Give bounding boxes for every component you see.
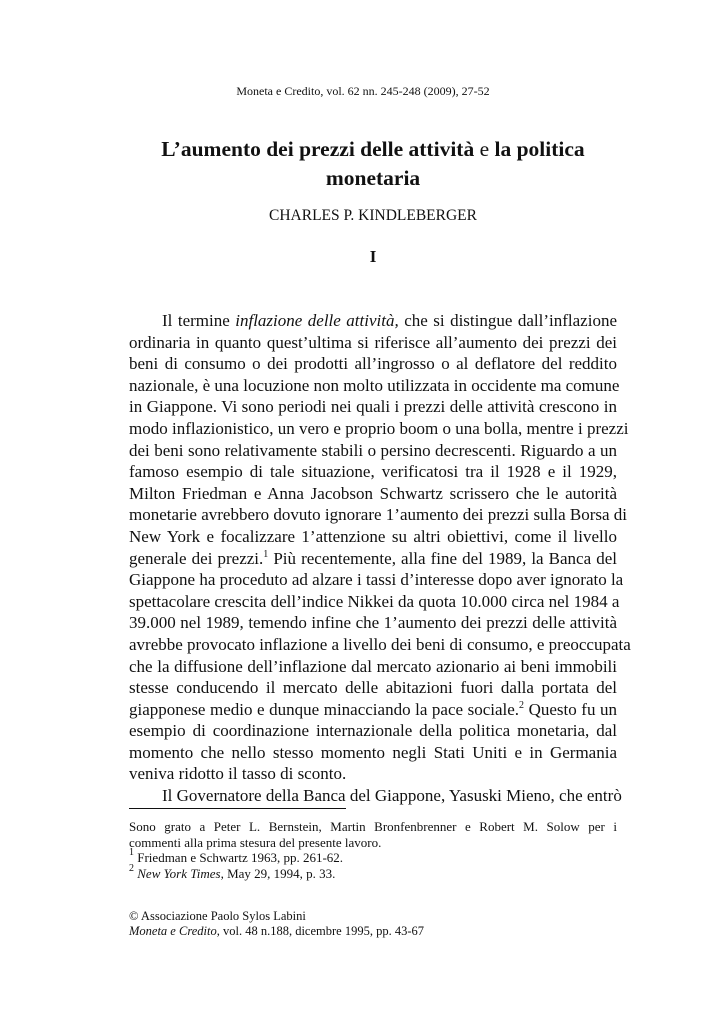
original-source: Moneta e Credito, vol. 48 n.188, dicembre 1995, pp. 43-67 (129, 924, 424, 938)
body-line: in Giappone. Vi sono periodi nei quali i prezzi delle attività crescono in (129, 397, 617, 417)
title-connector: e (479, 137, 490, 161)
body-line: veniva ridotto il tasso di sconto. (129, 764, 347, 784)
body-line: Il termine inflazione delle attività, che si distingue dall’inflazione (162, 311, 617, 330)
body-paragraph-1 (129, 310, 631, 807)
body-line: spettacolare crescita dell’indice Nikkei da quota 10.000 circa nel 1984 a (129, 591, 620, 611)
body-line: famoso esempio di tale situazione, verificatosi tra il 1928 e il 1929, (129, 462, 617, 482)
body-line: dei beni sono relativamente stabili o persino decrescenti. Riguardo a un (129, 440, 617, 460)
copyright-holder: © Associazione Paolo Sylos Labini (129, 909, 306, 923)
running-head: Moneta e Credito, vol. 62 nn. 245-248 (2009), 27-52 (236, 84, 490, 98)
body-line: monetarie avrebbero dovuto ignorare 1’aumento dei prezzi sulla Borsa di (129, 505, 628, 525)
body-line: esempio di coordinazione internazionale della politica monetaria, dal (129, 721, 617, 741)
body-line: generale dei prezzi.$^1$ Più recentemente, alla fine del 1989, la Banca del (129, 548, 617, 568)
section-number: I (369, 247, 377, 266)
body-line: Giappone ha proceduto ad alzare i tassi d’interesse dopo aver ignorato la (129, 570, 624, 590)
footnote-divider (129, 808, 346, 809)
copyright-notice (129, 909, 617, 939)
body-line: 39.000 nel 1989, temendo infine che 1’aumento dei prezzi delle attività (129, 613, 617, 633)
body-line: beni di consumo o dei prodotti all’ingrosso o al deflatore del reddito (129, 354, 617, 374)
title-part: L’aumento dei prezzi delle attività (161, 137, 475, 161)
footnotes (129, 819, 617, 881)
italic-term: inflazione delle attività, (235, 311, 399, 330)
body-line: ordinaria in quanto quest’ultima si riferisce all’aumento dei prezzi dei (129, 332, 617, 352)
title-line-1 (80, 135, 666, 164)
body-line: stesse conducendo il mercato delle abitazioni fuori dalla portata del (129, 678, 617, 698)
footnote-ref-2[interactable]: 2 (519, 699, 525, 711)
author-name: CHARLES P. KINDLEBERGER (269, 207, 477, 224)
footnote-2: $^2$ New York Times, May 29, 1994, p. 33. (129, 862, 336, 881)
footnote-1: $^1$ Friedman e Schwartz 1963, pp. 261-62. (129, 847, 344, 866)
body-line: modo inflazionistico, un vero e proprio boom o una bolla, mentre i prezzi (129, 418, 629, 438)
acknowledgement-line: commenti alla prima stesura del presente lavoro. (129, 834, 382, 850)
body-line: nazionale, è una locuzione non molto utilizzata in occidente ma comune (129, 375, 620, 395)
body-line: momento che nello stesso momento negli Stati Uniti e in Germania (129, 742, 617, 762)
body-line: che la diffusione dell’inflazione dal mercato azionario ai beni immobili (129, 656, 617, 676)
footnote-ref-1[interactable]: 1 (263, 548, 269, 560)
body-line: giapponese medio e dunque minacciando la pace sociale.$^2$ Questo fu un (129, 699, 617, 719)
article-title (80, 135, 666, 193)
body-line: Il Governatore della Banca del Giappone, Yasuski Mieno, che entrò (162, 786, 622, 806)
title-part: la politica (494, 137, 585, 161)
body-line: New York e focalizzare 1’attenzione su altri obiettivi, come il livello (129, 526, 617, 546)
acknowledgement-line: Sono grato a Peter L. Bernstein, Martin Bronfenbrenner e Robert M. Solow per i (129, 819, 617, 834)
body-line: avrebbe provocato inflazione a livello dei beni di consumo, e preoccupata (129, 634, 631, 654)
body-line: Milton Friedman e Anna Jacobson Schwartz scrissero che le autorità (129, 483, 617, 503)
title-line-2: monetaria (325, 166, 421, 190)
